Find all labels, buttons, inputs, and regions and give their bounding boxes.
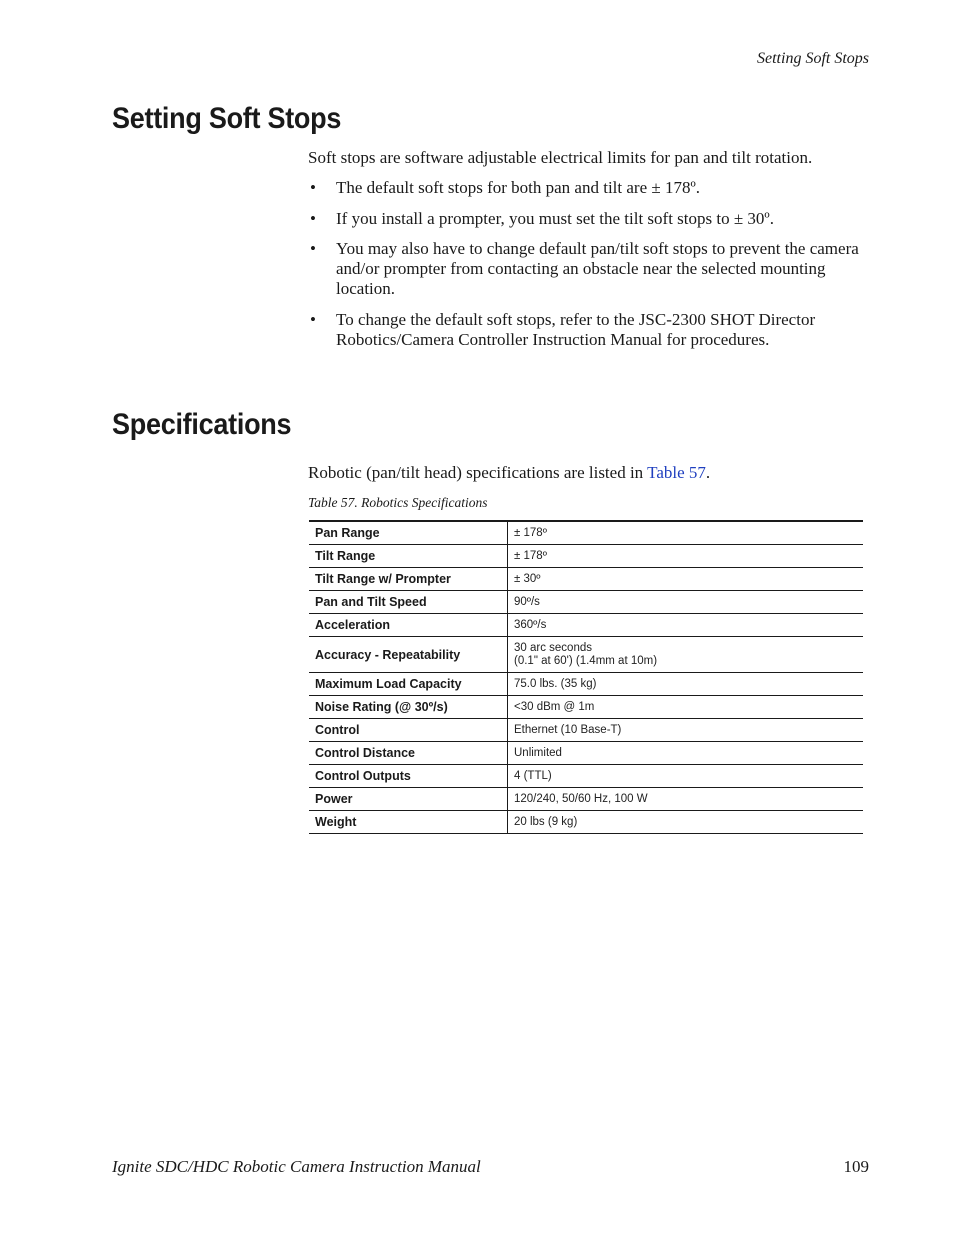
spec-label: Pan and Tilt Speed <box>309 591 508 614</box>
spec-value <box>508 742 864 765</box>
spec-value-line: 20 lbs (9 kg) <box>514 815 578 828</box>
spec-value-line: 120/240, 50/60 Hz, 100 W <box>514 792 648 805</box>
spec-value <box>508 545 864 568</box>
bullet-item <box>308 239 873 299</box>
spec-value-line: 30 arc seconds <box>514 641 592 654</box>
table-row <box>309 811 863 834</box>
spec-value <box>508 696 864 719</box>
spec-label: Power <box>309 788 508 811</box>
intro-text: Robotic (pan/tilt head) specifications are listed in <box>308 463 648 482</box>
bullet-item <box>308 209 873 229</box>
section-title-specifications: Specifications <box>112 408 292 441</box>
spec-value-line: ± 178º <box>514 549 547 562</box>
spec-value <box>508 521 864 545</box>
spec-value-line: 4 (TTL) <box>514 769 552 782</box>
table-row <box>309 637 863 673</box>
table-row <box>309 696 863 719</box>
spec-value <box>508 568 864 591</box>
spec-value-line: ± 30º <box>514 572 541 585</box>
soft-stops-intro: Soft stops are software adjustable electrical limits for pan and tilt rotation. <box>308 148 813 167</box>
section-title-soft-stops: Setting Soft Stops <box>112 102 342 135</box>
spec-value-line: ± 178º <box>514 526 547 539</box>
spec-value <box>508 591 864 614</box>
table-row <box>309 545 863 568</box>
footer-page-number: 109 <box>843 1157 869 1176</box>
running-header: Setting Soft Stops <box>757 50 869 67</box>
table-57-link[interactable]: Table 57 <box>647 463 706 482</box>
bullet-text: You may also have to change default pan/tilt soft stops to prevent the camera and/or prompter from contacting an obstacle near the selected mounting location. <box>336 239 859 298</box>
spec-value <box>508 673 864 696</box>
table-caption: Table 57. Robotics Specifications <box>308 495 488 510</box>
intro-period: . <box>705 463 711 482</box>
spec-label: Control <box>309 719 508 742</box>
spec-label: Maximum Load Capacity <box>309 673 508 696</box>
spec-label: Acceleration <box>309 614 508 637</box>
table-row <box>309 765 863 788</box>
spec-label: Control Outputs <box>309 765 508 788</box>
spec-value-line: <30 dBm @ 1m <box>514 700 595 713</box>
spec-label: Accuracy - Repeatability <box>309 637 508 673</box>
table-row <box>309 719 863 742</box>
spec-value-line: 90º/s <box>514 595 540 608</box>
spec-value <box>508 811 864 834</box>
spec-value <box>508 637 864 673</box>
spec-value <box>508 614 864 637</box>
bullet-icon: • <box>310 309 316 329</box>
footer-manual-title: Ignite SDC/HDC Robotic Camera Instruction Manual <box>112 1157 481 1176</box>
soft-stops-bullet-list <box>308 178 873 360</box>
table-row <box>309 673 863 696</box>
spec-label: Tilt Range <box>309 545 508 568</box>
spec-value-line: Ethernet (10 Base-T) <box>514 723 622 736</box>
table-row <box>309 591 863 614</box>
spec-label: Tilt Range w/ Prompter <box>309 568 508 591</box>
specifications-intro <box>308 463 873 483</box>
table-row <box>309 521 863 545</box>
table-row <box>309 614 863 637</box>
bullet-text: If you install a prompter, you must set the tilt soft stops to ± 30º. <box>336 208 774 228</box>
robotics-specifications-table <box>309 520 863 834</box>
bullet-text: To change the default soft stops, refer to the JSC-2300 SHOT Director Robotics/Camera Controller Instruction Manual for procedures. <box>336 309 816 349</box>
spec-value-line: Unlimited <box>514 746 562 759</box>
bullet-icon: • <box>310 239 316 258</box>
table-row <box>309 568 863 591</box>
spec-value-line: (0.1" at 60') (1.4mm at 10m) <box>514 654 658 667</box>
spec-value <box>508 719 864 742</box>
bullet-text: The default soft stops for both pan and tilt are ± 178º. <box>336 178 700 197</box>
spec-label: Control Distance <box>309 742 508 765</box>
spec-label: Noise Rating (@ 30º/s) <box>309 696 508 719</box>
bullet-item <box>308 310 873 350</box>
table-row <box>309 742 863 765</box>
spec-label: Pan Range <box>309 521 508 545</box>
spec-label: Weight <box>309 811 508 834</box>
table-row <box>309 788 863 811</box>
spec-value-line: 75.0 lbs. (35 kg) <box>514 677 597 690</box>
spec-value <box>508 788 864 811</box>
bullet-icon: • <box>310 208 316 228</box>
bullet-icon: • <box>310 178 316 197</box>
spec-value-line: 360º/s <box>514 618 547 631</box>
spec-value <box>508 765 864 788</box>
bullet-item <box>308 178 873 198</box>
